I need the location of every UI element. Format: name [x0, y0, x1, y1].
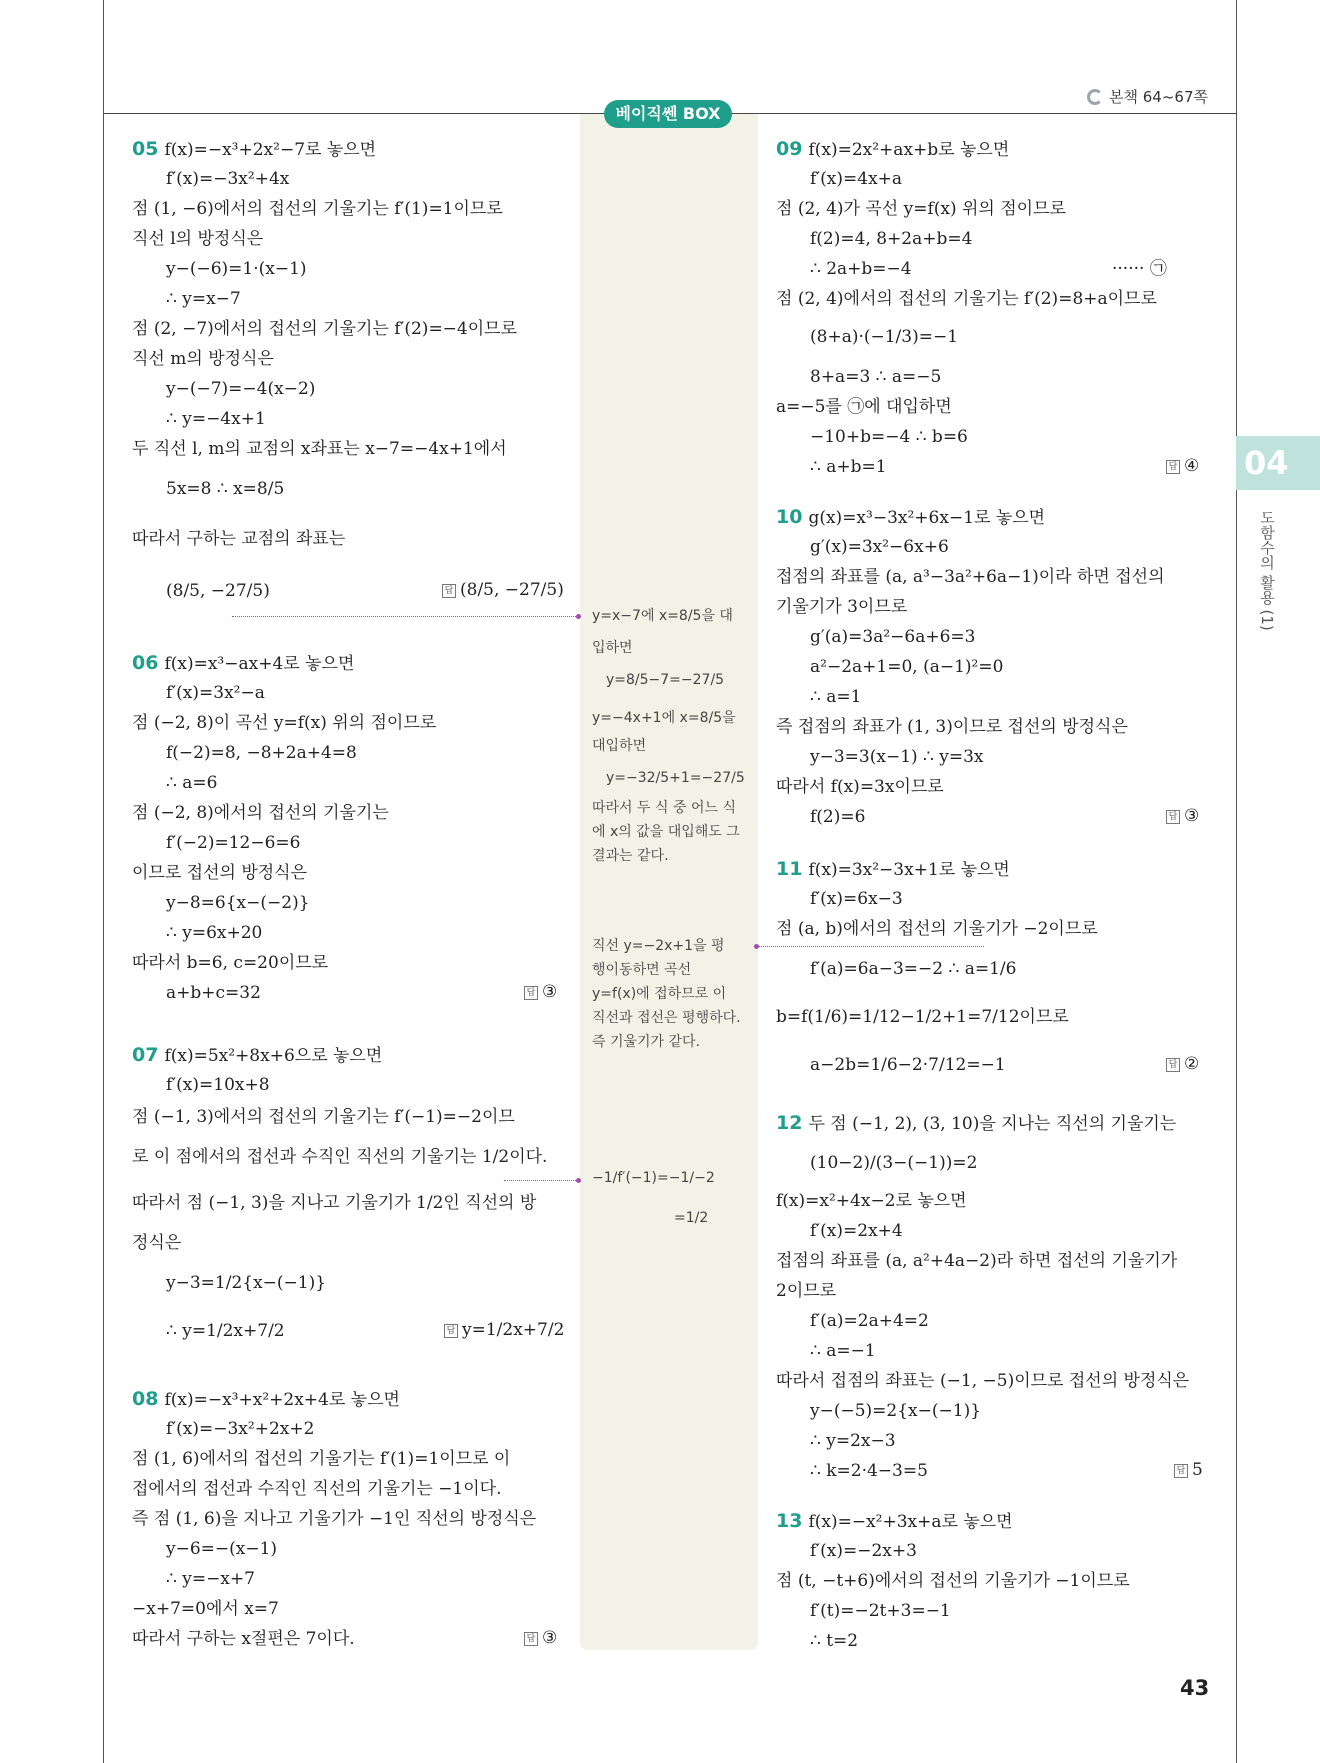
side-note-line: 에 x의 값을 대입해도 그	[592, 824, 740, 840]
problem-line: f′(a)=6a−3=−2 ∴ a=1/6	[810, 959, 1017, 979]
problem-line: −10+b=−4 ∴ b=6	[810, 427, 968, 447]
answer: 답 5	[1174, 1460, 1203, 1480]
problem-line: ∴ a=−1	[810, 1341, 876, 1361]
side-note-column	[580, 114, 758, 1650]
problem-line: ∴ 2a+b=−4	[810, 259, 912, 279]
problem-line: 점 (1, 6)에서의 접선의 기울기는 f′(1)=1이므로 이	[132, 1449, 511, 1469]
side-note-line: y=−32/5+1=−27/5	[606, 770, 745, 786]
problem-line: f(x)=x²+4x−2로 놓으면	[776, 1191, 967, 1211]
problem-line: 점 (−2, 8)에서의 접선의 기울기는	[132, 803, 389, 823]
problem-line: ∴ y=x−7	[166, 289, 241, 309]
problem-line: 점 (a, b)에서의 접선의 기울기가 −2이므로	[776, 919, 1098, 939]
problem-line: f′(x)=3x²−a	[166, 683, 265, 703]
connector-line	[756, 946, 984, 947]
answer-icon: 답	[1166, 1058, 1180, 1072]
problem-number: 13	[776, 1510, 803, 1532]
problem-line: y−(−7)=−4(x−2)	[166, 379, 316, 399]
problem-line: 점 (1, −6)에서의 접선의 기울기는 f′(1)=1이므로	[132, 199, 503, 219]
problem-line: 07 f(x)=5x²+8x+6으로 놓으면	[132, 1044, 383, 1066]
problem-line: 접점의 좌표를 (a, a²+4a−2)라 하면 접선의 기울기가	[776, 1251, 1178, 1271]
answer: 답 y=1/2x+7/2	[444, 1320, 564, 1340]
problem-number: 06	[132, 652, 159, 674]
problem-line: 09 f(x)=2x²+ax+b로 놓으면	[776, 138, 1010, 160]
side-note-line: 즉 기울기가 같다.	[592, 1034, 701, 1050]
problem-line: 12 두 점 (−1, 2), (3, 10)을 지나는 직선의 기울기는	[776, 1112, 1177, 1134]
problem-line: 따라서 b=6, c=20이므로	[132, 953, 329, 973]
side-note-line: 직선 y=−2x+1을 평	[592, 938, 725, 954]
problem-line: 8+a=3 ∴ a=−5	[810, 367, 942, 387]
problem-line: 점 (−1, 3)에서의 접선의 기울기는 f′(−1)=−2이므	[132, 1107, 515, 1127]
problem-line: ∴ y=6x+20	[166, 923, 263, 943]
problem-line: f′(t)=−2t+3=−1	[810, 1601, 951, 1621]
problem-line: a+b+c=32	[166, 983, 261, 1003]
side-note-line: 대입하면	[592, 738, 647, 754]
problem-line: 08 f(x)=−x³+x²+2x+4로 놓으면	[132, 1388, 400, 1410]
problem-number: 07	[132, 1044, 159, 1066]
reference-text: 본책 64~67쪽	[1109, 88, 1208, 106]
reference-header	[1087, 86, 1208, 107]
answer: 답 ③	[1166, 806, 1199, 826]
problem-number: 11	[776, 858, 803, 880]
page-border-left	[103, 0, 104, 1763]
answer: 답 ③	[524, 982, 557, 1002]
problem-line: f′(x)=−3x²+2x+2	[166, 1419, 315, 1439]
side-note-line: y=x−7에 x=8/5을 대	[592, 608, 733, 624]
answer: 답 ②	[1166, 1054, 1199, 1074]
problem-line: f′(x)=4x+a	[810, 169, 903, 189]
connector-dot	[576, 614, 581, 619]
problem-line: f′(x)=6x−3	[810, 889, 903, 909]
chapter-title: 도함수의 활용 (1)	[1258, 510, 1276, 631]
side-note-line: y=f(x)에 접하므로 이	[592, 986, 727, 1002]
problem-line: 로 이 점에서의 접선과 수직인 직선의 기울기는 1/2이다.	[132, 1147, 548, 1167]
problem-line: y−(−5)=2{x−(−1)}	[810, 1401, 982, 1421]
answer: 답 ④	[1166, 456, 1199, 476]
problem-line: 점 (t, −t+6)에서의 접선의 기울기가 −1이므로	[776, 1571, 1130, 1591]
side-note-line: =1/2	[674, 1210, 709, 1226]
problem-line: 10 g(x)=x³−3x²+6x−1로 놓으면	[776, 506, 1046, 528]
problem-line: 따라서 구하는 x절편은 7이다.	[132, 1629, 355, 1649]
problem-line: y−6=−(x−1)	[166, 1539, 278, 1559]
problem-line: 따라서 구하는 교점의 좌표는	[132, 529, 346, 549]
problem-line: 13 f(x)=−x²+3x+a로 놓으면	[776, 1510, 1013, 1532]
problem-line: (8+a)·(−1/3)=−1	[810, 327, 959, 347]
problem-line: ∴ a+b=1	[810, 457, 887, 477]
problem-line: 직선 l의 방정식은	[132, 229, 264, 249]
problem-line: g′(a)=3a²−6a+6=3	[810, 627, 976, 647]
problem-line: f′(a)=2a+4=2	[810, 1311, 929, 1331]
problem-number: 08	[132, 1388, 159, 1410]
problem-line: ∴ a=6	[166, 773, 218, 793]
answer-icon: 답	[444, 1324, 458, 1338]
answer-icon: 답	[1174, 1464, 1188, 1478]
problem-line: 즉 점 (1, 6)을 지나고 기울기가 −1인 직선의 방정식은	[132, 1509, 537, 1529]
problem-line: 따라서 f(x)=3x이므로	[776, 777, 944, 797]
problem-line: 접에서의 접선과 수직인 직선의 기울기는 −1이다.	[132, 1479, 502, 1499]
connector-dot	[576, 1178, 581, 1183]
problem-number: 12	[776, 1112, 803, 1134]
problem-line: g′(x)=3x²−6x+6	[810, 537, 949, 557]
side-note-line: y=−4x+1에 x=8/5을	[592, 710, 736, 726]
problem-line: a²−2a+1=0, (a−1)²=0	[810, 657, 1004, 677]
reference-icon	[1087, 89, 1103, 105]
side-note-line: 행이동하면 곡선	[592, 962, 692, 978]
side-note-line: 입하면	[592, 640, 633, 656]
connector-dot	[754, 944, 759, 949]
problem-line: 두 직선 l, m의 교점의 x좌표는 x−7=−4x+1에서	[132, 439, 507, 459]
problem-line: 점 (2, −7)에서의 접선의 기울기는 f′(2)=−4이므로	[132, 319, 518, 339]
problem-line: 06 f(x)=x³−ax+4로 놓으면	[132, 652, 355, 674]
problem-line: a−2b=1/6−2·7/12=−1	[810, 1055, 1006, 1075]
problem-line: 따라서 점 (−1, 3)을 지나고 기울기가 1/2인 직선의 방	[132, 1193, 537, 1213]
side-note-line: 결과는 같다.	[592, 848, 669, 864]
problem-line: 기울기가 3이므로	[776, 597, 908, 617]
connector-line	[232, 616, 578, 617]
problem-line: 즉 접점의 좌표가 (1, 3)이므로 접선의 방정식은	[776, 717, 1128, 737]
answer-icon: 답	[1166, 460, 1180, 474]
problem-line: 점 (−2, 8)이 곡선 y=f(x) 위의 점이므로	[132, 713, 437, 733]
answer: 답 (8/5, −27/5)	[442, 580, 564, 600]
problem-number: 10	[776, 506, 803, 528]
problem-line: 05 f(x)=−x³+2x²−7로 놓으면	[132, 138, 377, 160]
page-border-right	[1236, 0, 1237, 1763]
problem-line: ∴ y=1/2x+7/2	[166, 1321, 285, 1341]
problem-line: (8/5, −27/5)	[166, 581, 270, 601]
problem-line: f(2)=6	[810, 807, 866, 827]
problem-line: 점 (2, 4)에서의 접선의 기울기는 f′(2)=8+a이므로	[776, 289, 1157, 309]
problem-line: 직선 m의 방정식은	[132, 349, 274, 369]
problem-line: f′(x)=−2x+3	[810, 1541, 917, 1561]
problem-line: 11 f(x)=3x²−3x+1로 놓으면	[776, 858, 1010, 880]
problem-line: f′(x)=−3x²+4x	[166, 169, 290, 189]
problem-line: y−8=6{x−(−2)}	[166, 893, 310, 913]
problem-number: 09	[776, 138, 803, 160]
answer-icon: 답	[442, 584, 456, 598]
answer-icon: 답	[524, 986, 538, 1000]
problem-line: y−3=3(x−1) ∴ y=3x	[810, 747, 984, 767]
problem-line: f′(x)=2x+4	[810, 1221, 903, 1241]
side-note-line: 따라서 두 식 중 어느 식	[592, 800, 736, 816]
problem-line: ∴ y=−x+7	[166, 1569, 255, 1589]
connector-line	[504, 1180, 578, 1181]
problem-line: f(2)=4, 8+2a+b=4	[810, 229, 973, 249]
problem-line: ∴ a=1	[810, 687, 862, 707]
problem-line: ∴ t=2	[810, 1631, 859, 1651]
side-note-line: 직선과 접선은 평행하다.	[592, 1010, 741, 1026]
problem-line: ∴ y=2x−3	[810, 1431, 896, 1451]
problem-line: 접점의 좌표를 (a, a³−3a²+6a−1)이라 하면 접선의	[776, 567, 1165, 587]
problem-line: 따라서 접점의 좌표는 (−1, −5)이므로 접선의 방정식은	[776, 1371, 1190, 1391]
problem-line: ∴ k=2·4−3=5	[810, 1461, 928, 1481]
problem-line: 이므로 접선의 방정식은	[132, 863, 308, 883]
answer: 답 ③	[524, 1628, 557, 1648]
problem-line: y−(−6)=1·(x−1)	[166, 259, 307, 279]
side-note-line: −1/f′(−1)=−1/−2	[592, 1170, 715, 1186]
circle-note: ······ ㉠	[1112, 259, 1167, 279]
problem-line: f(−2)=8, −8+2a+4=8	[166, 743, 357, 763]
problem-line: ∴ y=−4x+1	[166, 409, 266, 429]
answer-icon: 답	[1166, 810, 1180, 824]
answer-icon: 답	[524, 1632, 538, 1646]
problem-line: b=f(1/6)=1/12−1/2+1=7/12이므로	[776, 1007, 1069, 1027]
problem-number: 05	[132, 138, 159, 160]
problem-line: f′(−2)=12−6=6	[166, 833, 301, 853]
problem-line: f′(x)=10x+8	[166, 1075, 270, 1095]
chapter-tab: 04	[1236, 436, 1320, 490]
problem-line: 점 (2, 4)가 곡선 y=f(x) 위의 점이므로	[776, 199, 1066, 219]
problem-line: 2이므로	[776, 1281, 837, 1301]
side-note-line: y=8/5−7=−27/5	[606, 672, 725, 688]
problem-line: 5x=8 ∴ x=8/5	[166, 479, 285, 499]
problem-line: 정식은	[132, 1233, 182, 1253]
problem-line: y−3=1/2{x−(−1)}	[166, 1273, 327, 1293]
box-badge: 베이직쎈 BOX	[604, 100, 732, 128]
problem-line: (10−2)/(3−(−1))=2	[810, 1153, 978, 1173]
problem-line: −x+7=0에서 x=7	[132, 1599, 279, 1619]
page-number: 43	[1180, 1676, 1210, 1700]
problem-line: a=−5를 ㉠에 대입하면	[776, 397, 952, 417]
